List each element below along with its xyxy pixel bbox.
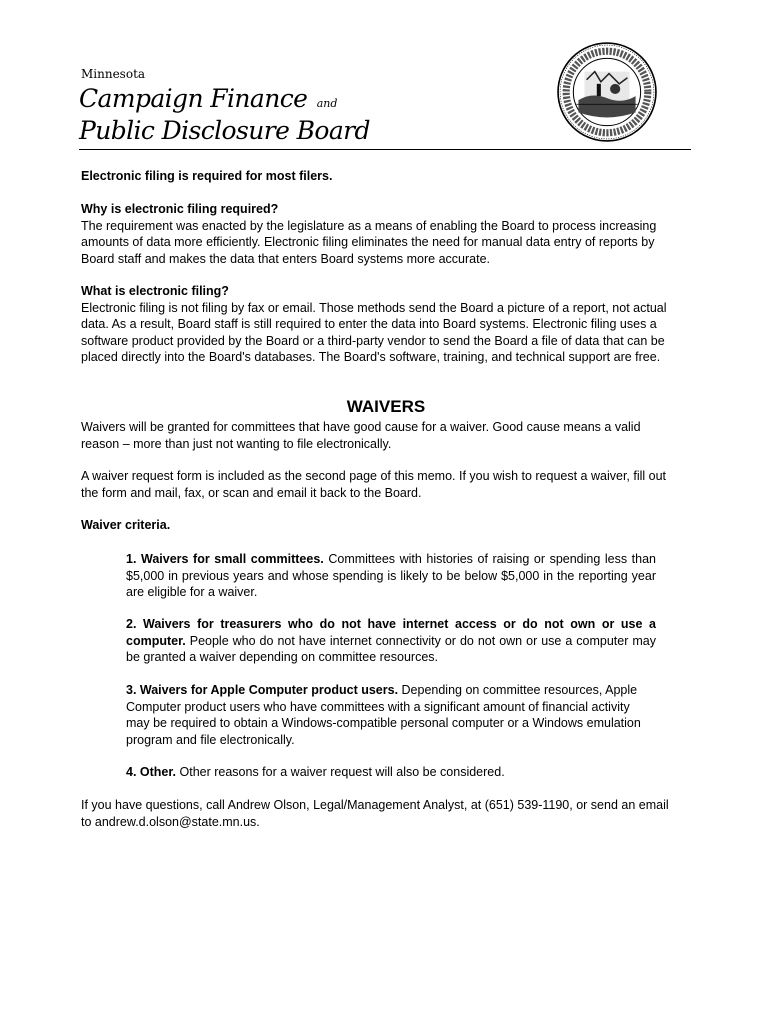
- board-title-line2: Public Disclosure Board: [79, 116, 370, 145]
- title-line1-text: Campaign Finance: [79, 84, 308, 113]
- criteria-label: Waiver criteria.: [81, 518, 171, 532]
- waivers-heading: WAIVERS: [346, 397, 426, 416]
- criteria-item-title: 2. Waivers for treasurers who do not have internet access or do not own or use a computer.: [126, 617, 656, 648]
- criteria-item-text: People who do not have internet connectivity or do not own or use a computer may be granted a waiver depending on committee resources.: [126, 633, 656, 664]
- title-and: and: [316, 97, 338, 110]
- what-question: What is electronic filing?: [81, 284, 229, 298]
- why-answer: The requirement was enacted by the legislature as a means of enabling the Board to process increasing amounts of data more efficiently. Electronic filing eliminates the need for manual data entry of reports by Board staff and makes the data that enters Board systems more accurate.: [81, 218, 657, 266]
- criteria-item: [126, 682, 656, 748]
- criteria-item-text: Depending on committee resources, Apple Computer product users who have committees with a significant amount of financial activity may be required to obtain a Windows-compatible personal computer or a Windows emulation program and file electronically.: [126, 683, 641, 747]
- headline: Electronic filing is required for most filers.: [81, 169, 333, 183]
- state-seal-icon: [556, 41, 658, 143]
- what-section: [81, 283, 681, 366]
- why-question: Why is electronic filing required?: [81, 202, 279, 216]
- waivers-intro: Waivers will be granted for committees that have good cause for a waiver. Good cause means a valid reason – more than just not wanting to file electronically.: [81, 420, 641, 451]
- criteria-item-title: 4. Other.: [126, 765, 177, 779]
- criteria-item-title: 1. Waivers for small committees.: [126, 552, 324, 566]
- state-name: Minnesota: [81, 67, 146, 81]
- waiver-form-paragraph: A waiver request form is included as the second page of this memo. If you wish to request a waiver, fill out the form and mail, fax, or scan and email it back to the Board.: [81, 469, 667, 500]
- criteria-item-text: Committees with histories of raising or spending less than $5,000 in previous years and whose spending is likely to be below $5,000 in the reporting year are eligible for a waiver.: [126, 552, 657, 599]
- contact-paragraph: If you have questions, call Andrew Olson, Legal/Management Analyst, at (651) 539-1190, or send an email to andrew.d.olson@state.mn.us.: [81, 798, 669, 829]
- criteria-item: [126, 551, 656, 601]
- header-rule: [79, 149, 691, 150]
- criteria-item: [126, 764, 656, 781]
- criteria-item-title: 3. Waivers for Apple Computer product users.: [126, 683, 399, 697]
- criteria-item: [126, 616, 656, 666]
- what-answer: Electronic filing is not filing by fax or email. Those methods send the Board a picture of a report, not actual data. As a result, Board staff is still required to enter the data into Board systems. Electronic filing uses a software product provided by the Board or a third-party vendor to send the Board a file of data that can be placed directly into the Board's databases. The Board's software, training, and technical support are free.: [81, 300, 667, 364]
- board-title-line1: [79, 84, 337, 113]
- criteria-item-text: Other reasons for a waiver request will also be considered.: [176, 765, 505, 779]
- why-section: [81, 201, 681, 267]
